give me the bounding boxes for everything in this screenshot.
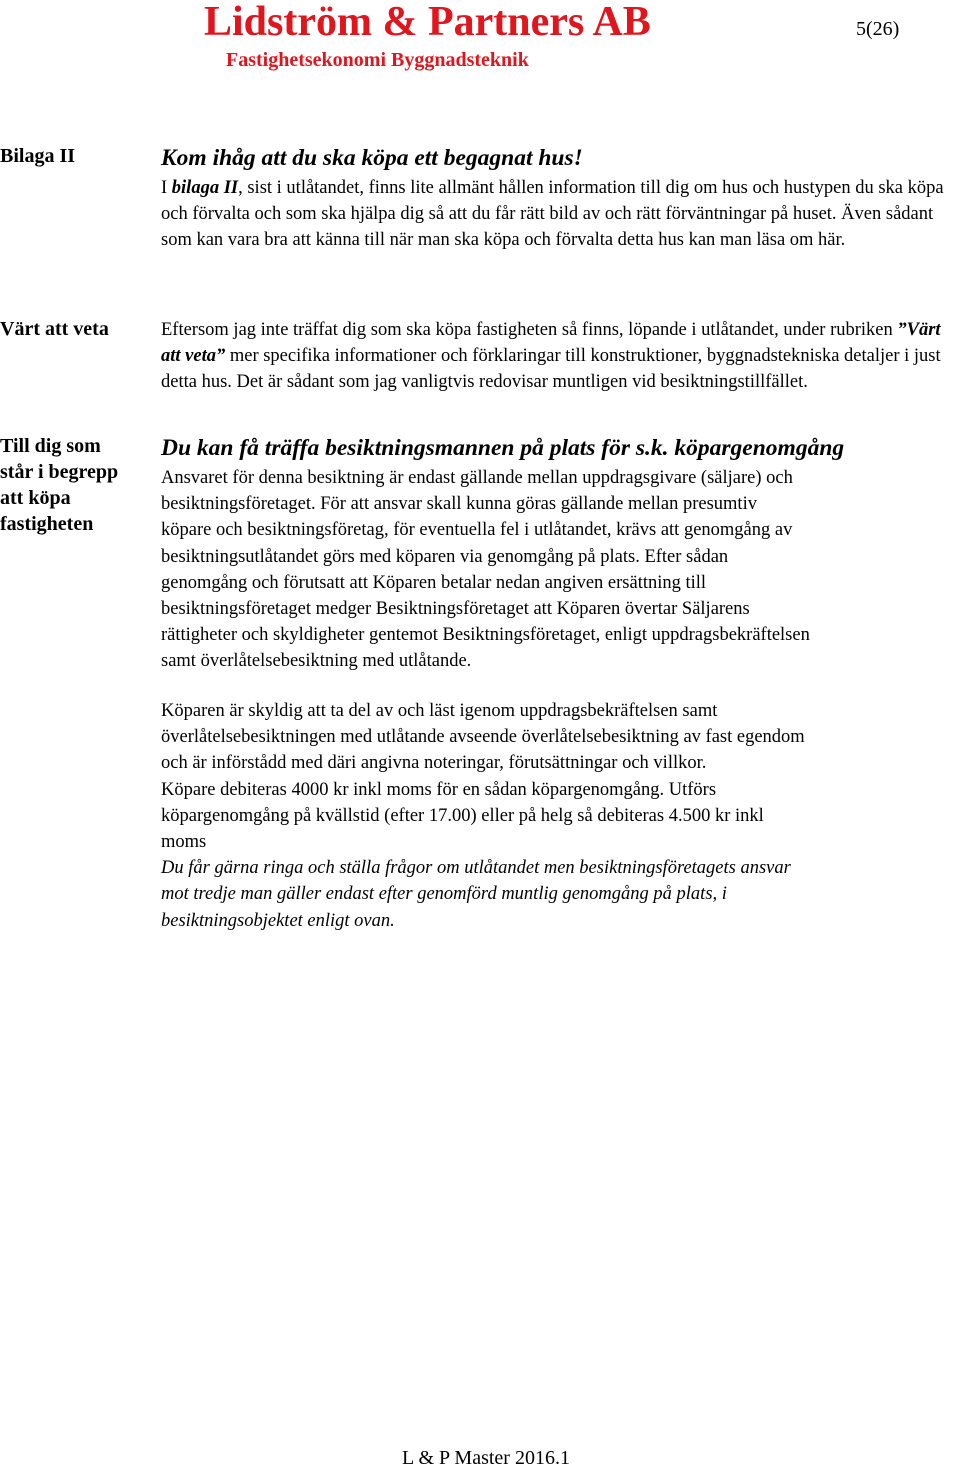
paragraph-line: besiktningsföretaget medger Besiktningsföretaget att Köparen övertar Säljarens (161, 599, 750, 620)
footer-text: L & P Master 2016.1 (402, 1447, 570, 1469)
section-vart-att-veta (161, 317, 959, 396)
paragraph-line: köpare och besiktningsföretag, för eventuella fel i utlåtandet, krävs att genomgång av (161, 520, 793, 541)
sidebar-label-vart-att-veta: Värt att veta (0, 318, 109, 340)
paragraph-emphasis: bilaga II (171, 178, 239, 198)
paragraph-line: genomgång och förutsatt att Köparen betalar nedan angiven ersättning till (161, 572, 707, 593)
sidebar-label-bilaga: Bilaga II (0, 145, 76, 167)
sidebar-line: fastigheten (0, 513, 94, 535)
section-heading: Du kan få träffa besiktningsmannen på plats för s.k. köpargenomgång (161, 435, 845, 461)
paragraph-emphasis: ”Värt att veta” (161, 320, 941, 367)
paragraph-line: överlåtelsebesiktningen med utlåtande avseende överlåtelsebesiktning av fast egendom (161, 727, 805, 748)
paragraph-text: , sist i utlåtandet, finns lite allmänt hållen information till dig om hus och hustypen du ska köpa och förvalta och som ska hjälpa dig så att du får rätt bild av och rätt förväntningar på huset. Även sådant som kan vara bra att känna till när man ska köpa och förvalta detta hus kan man läsa om här. (161, 178, 944, 251)
paragraph-line-italic: besiktningsobjektet enligt ovan. (161, 910, 395, 931)
sidebar-line: Till dig som (0, 435, 101, 457)
section-paragraph (161, 698, 959, 934)
page-number: 5(26) (856, 18, 900, 40)
company-name: Lidström & Partners AB (204, 0, 651, 45)
paragraph-line: moms (161, 832, 207, 853)
section-reminder (161, 143, 959, 254)
paragraph-line: besiktningsutlåtandet görs med köparen via genomgång på plats. Efter sådan (161, 546, 729, 567)
section-kopare-ansvar (161, 698, 959, 934)
section-heading: Kom ihåg att du ska köpa ett begagnat hus! (161, 145, 583, 171)
paragraph-line-italic: mot tredje man gäller endast efter genomförd muntlig genomgång på plats, i (161, 884, 727, 905)
paragraph-line: rättigheter och skyldigheter gentemot Besiktningsföretaget, enligt uppdragsbekräftelsen (161, 625, 810, 646)
paragraph-text: Eftersom jag inte träffat dig som ska köpa fastigheten så finns, löpande i utlåtandet, under rubriken (161, 320, 898, 340)
company-subtitle: Fastighetsekonomi Byggnadsteknik (226, 49, 529, 71)
paragraph-text: I (161, 178, 172, 198)
section-kopargenomgang (161, 433, 959, 675)
paragraph-line: Köparen är skyldig att ta del av och läst igenom uppdragsbekräftelsen samt (161, 701, 718, 721)
paragraph-line: Ansvaret för denna besiktning är endast gällande mellan uppdragsgivare (säljare) och (161, 468, 793, 488)
sidebar-line: att köpa (0, 487, 71, 509)
paragraph-text: mer specifika informationer och förklaringar till konstruktioner, byggnadstekniska detaljer i just detta hus. Det är sådant som jag vanligtvis redovisar muntligen vid besiktningstillfället. (161, 346, 941, 393)
paragraph-line: köpargenomgång på kvällstid (efter 17.00) eller på helg så debiteras 4.500 kr inkl (161, 805, 764, 826)
paragraph-line: samt överlåtelsebesiktning med utlåtande. (161, 651, 472, 672)
sidebar-label-till-dig (0, 433, 150, 537)
sidebar-line: står i begrepp (0, 461, 119, 483)
section-paragraph (161, 317, 959, 396)
section-paragraph (161, 175, 959, 254)
paragraph-line: besiktningsföretaget. För att ansvar skall kunna göras gällande mellan presumtiv (161, 494, 757, 515)
paragraph-line: och är införstådd med däri angivna noteringar, förutsättningar och villkor. (161, 753, 707, 774)
section-paragraph (161, 465, 959, 675)
paragraph-line-italic: Du får gärna ringa och ställa frågor om utlåtandet men besiktningsföretagets ansvar (161, 858, 791, 879)
paragraph-line: Köpare debiteras 4000 kr inkl moms för en sådan köpargenomgång. Utförs (161, 779, 717, 800)
